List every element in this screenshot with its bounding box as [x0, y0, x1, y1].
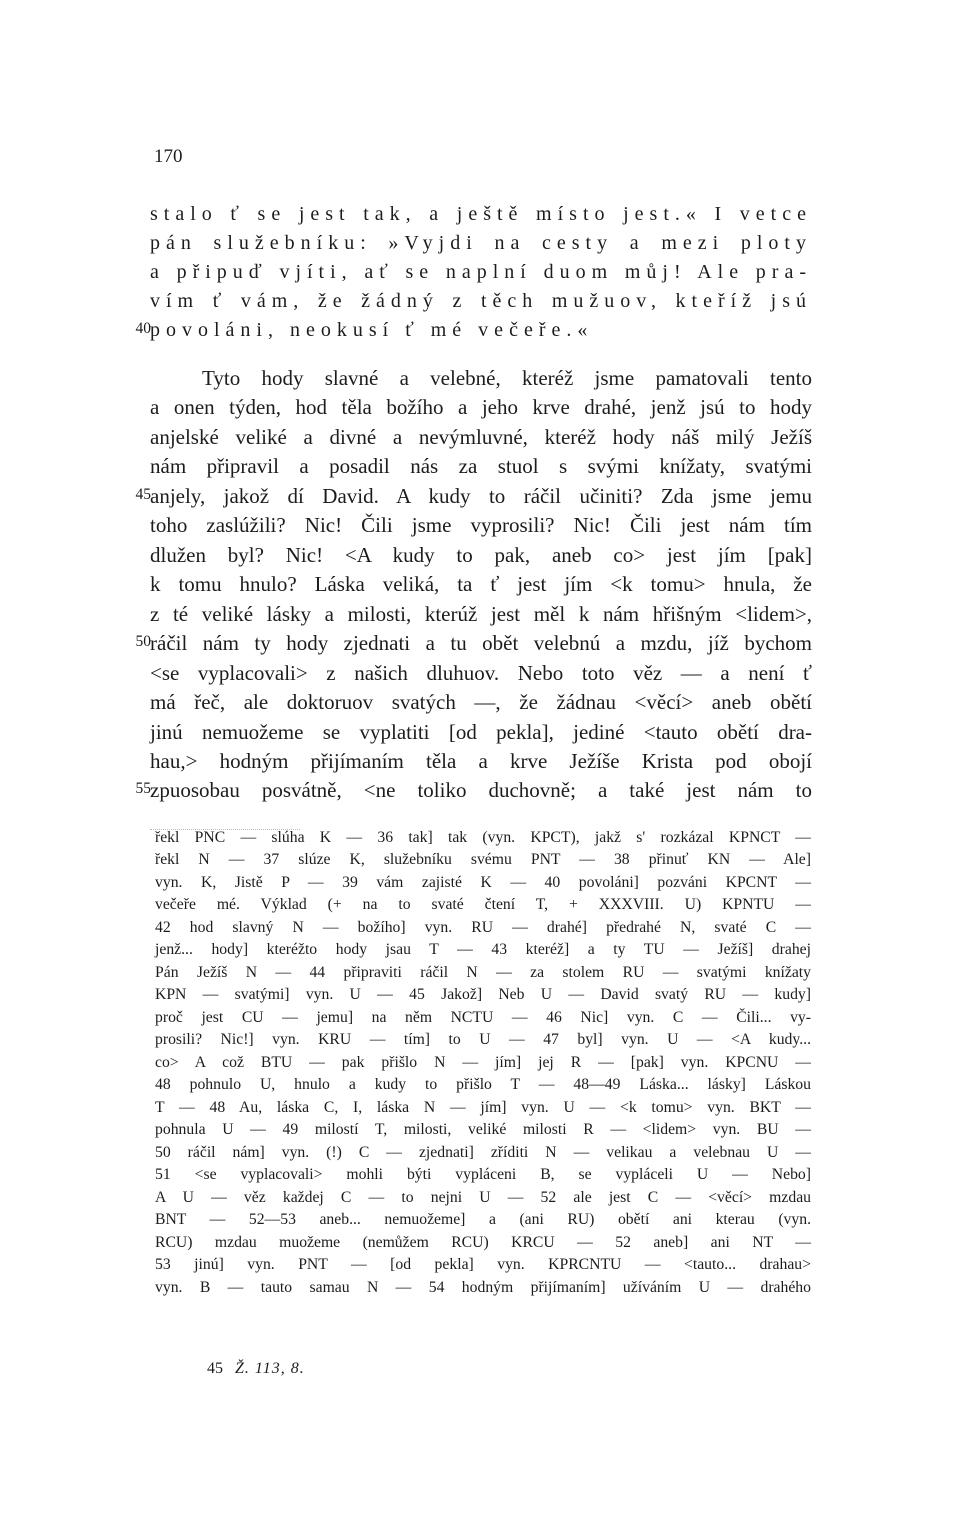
- text-line: stalo ť se jest tak, a ještě místo jest.« I vetce: [150, 203, 812, 225]
- apparatus-line: 50 ráčil nám] vyn. (!) C — zjednati] zříditi N — velikau a velebnau U —: [155, 1144, 811, 1161]
- text-line: pán služebníku: »Vyjdi na cesty a mezi ploty: [150, 232, 812, 254]
- apparatus-line: vyn. K, Jistě P — 39 vám zajisté K — 40 povoláni] pozváni KPCNT —: [155, 874, 811, 891]
- apparatus-line: 42 hod slavný N — božího] vyn. RU — drahé] předrahé N, svaté C —: [155, 919, 811, 936]
- apparatus-line: 53 jinú] vyn. PNT — [od pekla] vyn. KPRCNTU — <tauto... drahau>: [155, 1256, 811, 1273]
- apparatus-line: řekl N — 37 slúze K, služebníku svému PNT — 38 přinuť KN — Ale]: [155, 851, 811, 868]
- apparatus-line: jenž... hody] kteréžto hody jsau T — 43 kteréž] a ty TU — Ježíš] drahej: [155, 941, 811, 958]
- page-number: 170: [154, 146, 183, 167]
- line-number: 40: [135, 320, 151, 337]
- text-line: povoláni, neokusí ť mé večeře.«: [150, 319, 594, 341]
- text-line: k tomu hnulo? Láska veliká, ta ť jest jím <k tomu> hnula, že: [150, 572, 812, 596]
- apparatus-line: BNT — 52—53 aneb... nemuožeme] a (ani RU) obětí ani kterau (vyn.: [155, 1211, 811, 1228]
- text-line: jinú nemuožeme se vyplatiti [od pekla], jediné <tauto obětí dra-: [150, 720, 812, 744]
- text-line: z té veliké lásky a milosti, kterúž jest měl k nám hřišným <lidem>,: [150, 602, 812, 626]
- source-note-number: 45: [207, 1360, 223, 1377]
- line-number: 45: [135, 486, 151, 503]
- text-line: <se vyplacovali> z našich dluhuov. Nebo toto věz — a není ť: [150, 661, 812, 685]
- apparatus-line: večeře mé. Výklad (+ na to svaté čtení T, + XXXVIII. U) KPNTU —: [155, 896, 811, 913]
- line-number: 50: [135, 633, 151, 650]
- text-line: toho zaslúžili? Nic! Čili jsme vyprosili? Nic! Čili jest nám tím: [150, 513, 812, 537]
- text-line: nám připravil a posadil nás za stuol s svými knížaty, svatými: [150, 454, 812, 478]
- apparatus-line: 51 <se vyplacovali> mohli býti vypláceni B, se vypláceli U — Nebo]: [155, 1166, 811, 1183]
- text-line: zpuosobau posvátně, <ne toliko duchovně; a také jest nám to: [150, 778, 812, 802]
- text-line: anjely, jakož dí David. A kudy to ráčil učiniti? Zda jsme jemu: [150, 484, 812, 508]
- apparatus-line: prosili? Nic!] vyn. KRU — tím] to U — 47 byl] vyn. U — <A kudy...: [155, 1031, 811, 1048]
- text-line: anjelské veliké a divné a nevýmluvné, kteréž hody náš milý Ježíš: [150, 425, 812, 449]
- apparatus-line: Pán Ježíš N — 44 připraviti ráčil N — za stolem RU — svatými knížaty: [155, 964, 811, 981]
- apparatus-line: T — 48 Au, láska C, I, láska N — jím] vyn. U — <k tomu> vyn. BKT —: [155, 1099, 811, 1116]
- text-line: ráčil nám ty hody zjednati a tu obět velebnú a mzdu, jíž bychom: [150, 631, 812, 655]
- source-note: [207, 1360, 305, 1378]
- apparatus-line: řekl PNC — slúha K — 36 tak] tak (vyn. KPCT), jakž s' rozkázal KPNCT —: [155, 829, 811, 846]
- apparatus-line: KPN — svatými] vyn. U — 45 Jakož] Neb U — David svatý RU — kudy]: [155, 986, 811, 1003]
- apparatus-line: pohnula U — 49 milostí T, milosti, veliké milosti R — <lidem> vyn. BU —: [155, 1121, 811, 1138]
- text-line: vím ť vám, že žádný z těch mužuov, kteříž jsú: [150, 290, 812, 312]
- text-line: a připuď vjíti, ať se naplní duom můj! Ale pra-: [150, 261, 812, 283]
- text-line: má řeč, ale doktoruov svatých —, že žádnau <věcí> aneb obětí: [150, 690, 812, 714]
- apparatus-line: proč jest CU — jemu] na něm NCTU — 46 Nic] vyn. C — Čili... vy-: [155, 1009, 811, 1026]
- source-note-reference: Ž. 113, 8.: [235, 1360, 305, 1377]
- text-line: Tyto hody slavné a velebné, kteréž jsme pamatovali tento: [202, 366, 812, 390]
- apparatus-line: co> A což BTU — pak přišlo N — jím] jej R — [pak] vyn. KPCNU —: [155, 1054, 811, 1071]
- text-line: hau,> hodným přijímaním těla a krve Ježíše Krista pod obojí: [150, 749, 812, 773]
- apparatus-line: A U — věz každej C — to nejni U — 52 ale jest C — <věcí> mzdau: [155, 1189, 811, 1206]
- apparatus-line: vyn. B — tauto samau N — 54 hodným přijímaním] užíváním U — drahého: [155, 1279, 811, 1296]
- line-number: 55: [135, 780, 151, 797]
- apparatus-line: RCU) mzdau muožeme (nemůžem RCU) KRCU — 52 aneb] ani NT —: [155, 1234, 811, 1251]
- text-line: a onen týden, hod těla božího a jeho krve drahé, jenž jsú to hody: [150, 395, 812, 419]
- apparatus-line: 48 pohnulo U, hnulo a kudy to přišlo T — 48—49 Láska... lásky] Láskou: [155, 1076, 811, 1093]
- text-line: dlužen byl? Nic! <A kudy to pak, aneb co> jest jím [pak]: [150, 543, 812, 567]
